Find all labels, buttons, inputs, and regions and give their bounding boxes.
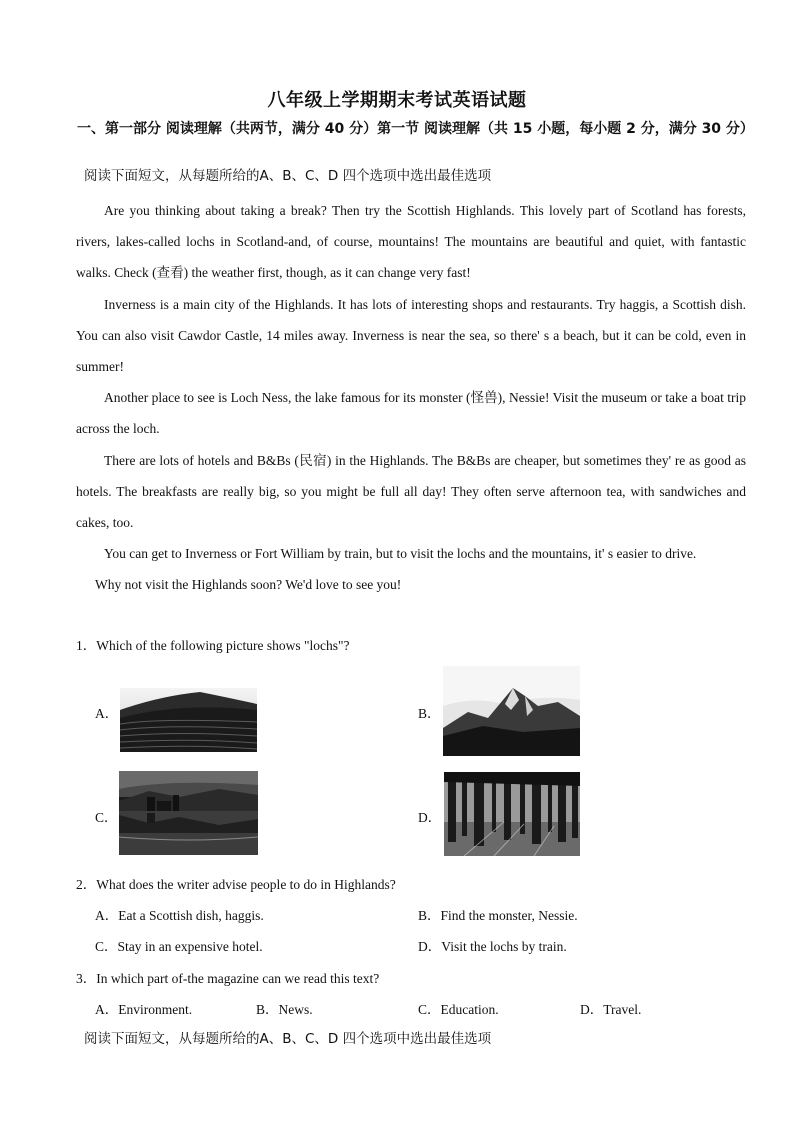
instruction-2: 阅读下面短文，从每题所给的A、B、C、D 四个选项中选出最佳选项	[84, 1031, 492, 1047]
passage-paragraph-6: Why not visit the Highlands soon? We'd love to see you!	[95, 577, 402, 593]
forest-trees-photo	[444, 772, 580, 856]
question-1-stem: 1．Which of the following picture shows "lochs"?	[76, 638, 350, 653]
q1-option-d-label: D．	[418, 810, 442, 825]
question-3-stem: 3．In which part of-the magazine can we read this text?	[76, 971, 380, 986]
q3-option-a: A．Environment.	[95, 1002, 193, 1017]
q1-option-c-label: C．	[95, 810, 118, 825]
q2-option-a: A．Eat a Scottish dish, haggis.	[95, 908, 264, 923]
passage-paragraph-1: Are you thinking about taking a break? Then try the Scottish Highlands. This lovely part of Scotland has forests, rivers, lakes-called lochs in Scotland-and, of course, mountains! The mountains are beautiful and quiet, with fantastic walks. Check (查看) the weather first, though, as it can change very fast!	[76, 203, 746, 281]
passage-paragraph-5: You can get to Inverness or Fort William by train, but to visit the lochs and the mountains, it' s easier to drive.	[104, 546, 697, 562]
instruction: 阅读下面短文，从每题所给的A、B、C、D 四个选项中选出最佳选项	[84, 168, 492, 184]
q1-option-b-label: B．	[418, 706, 441, 721]
q2-option-c: C．Stay in an expensive hotel.	[95, 939, 263, 954]
snowy-mountain-photo	[443, 666, 580, 756]
q3-option-d: D．Travel.	[580, 1002, 642, 1017]
passage-paragraph-2: Inverness is a main city of the Highlands. It has lots of interesting shops and restaurants. Try haggis, a Scottish dish. You can also visit Cawdor Castle, 14 miles away. Inverness is near the sea, so there' s a beach, but it can be cold, even in summer!	[76, 296, 746, 375]
q3-option-b: B．News.	[256, 1002, 313, 1017]
passage-paragraph-3: Another place to see is Loch Ness, the lake famous for its monster (怪兽), Nessie! Visit the museum or take a boat trip across the loch.	[76, 390, 746, 437]
question-2-stem: 2．What does the writer advise people to do in Highlands?	[76, 877, 396, 892]
passage-paragraph-4: There are lots of hotels and B&Bs (民宿) in the Highlands. The B&Bs are cheaper, but sometimes they' re as good as hotels. The breakfasts are really big, so you might be full all day! They often serve afternoon tea, with sandwiches and cakes, too.	[76, 452, 746, 531]
q3-option-c: C．Education.	[418, 1002, 499, 1017]
q1-option-a-label: A．	[95, 706, 119, 721]
page-title: 八年级上学期期末考试英语试题	[267, 90, 527, 111]
castle-by-loch-photo	[119, 771, 258, 855]
desert-dunes-photo	[120, 688, 257, 752]
q2-option-d: D．Visit the lochs by train.	[418, 939, 567, 954]
reading-passage	[76, 195, 746, 601]
q2-option-b: B．Find the monster, Nessie.	[418, 908, 578, 923]
section-heading: 一、第一部分 阅读理解（共两节，满分 40 分）第一节 阅读理解（共 15 小题，每小题 2 分，满分 30 分）	[77, 121, 754, 137]
